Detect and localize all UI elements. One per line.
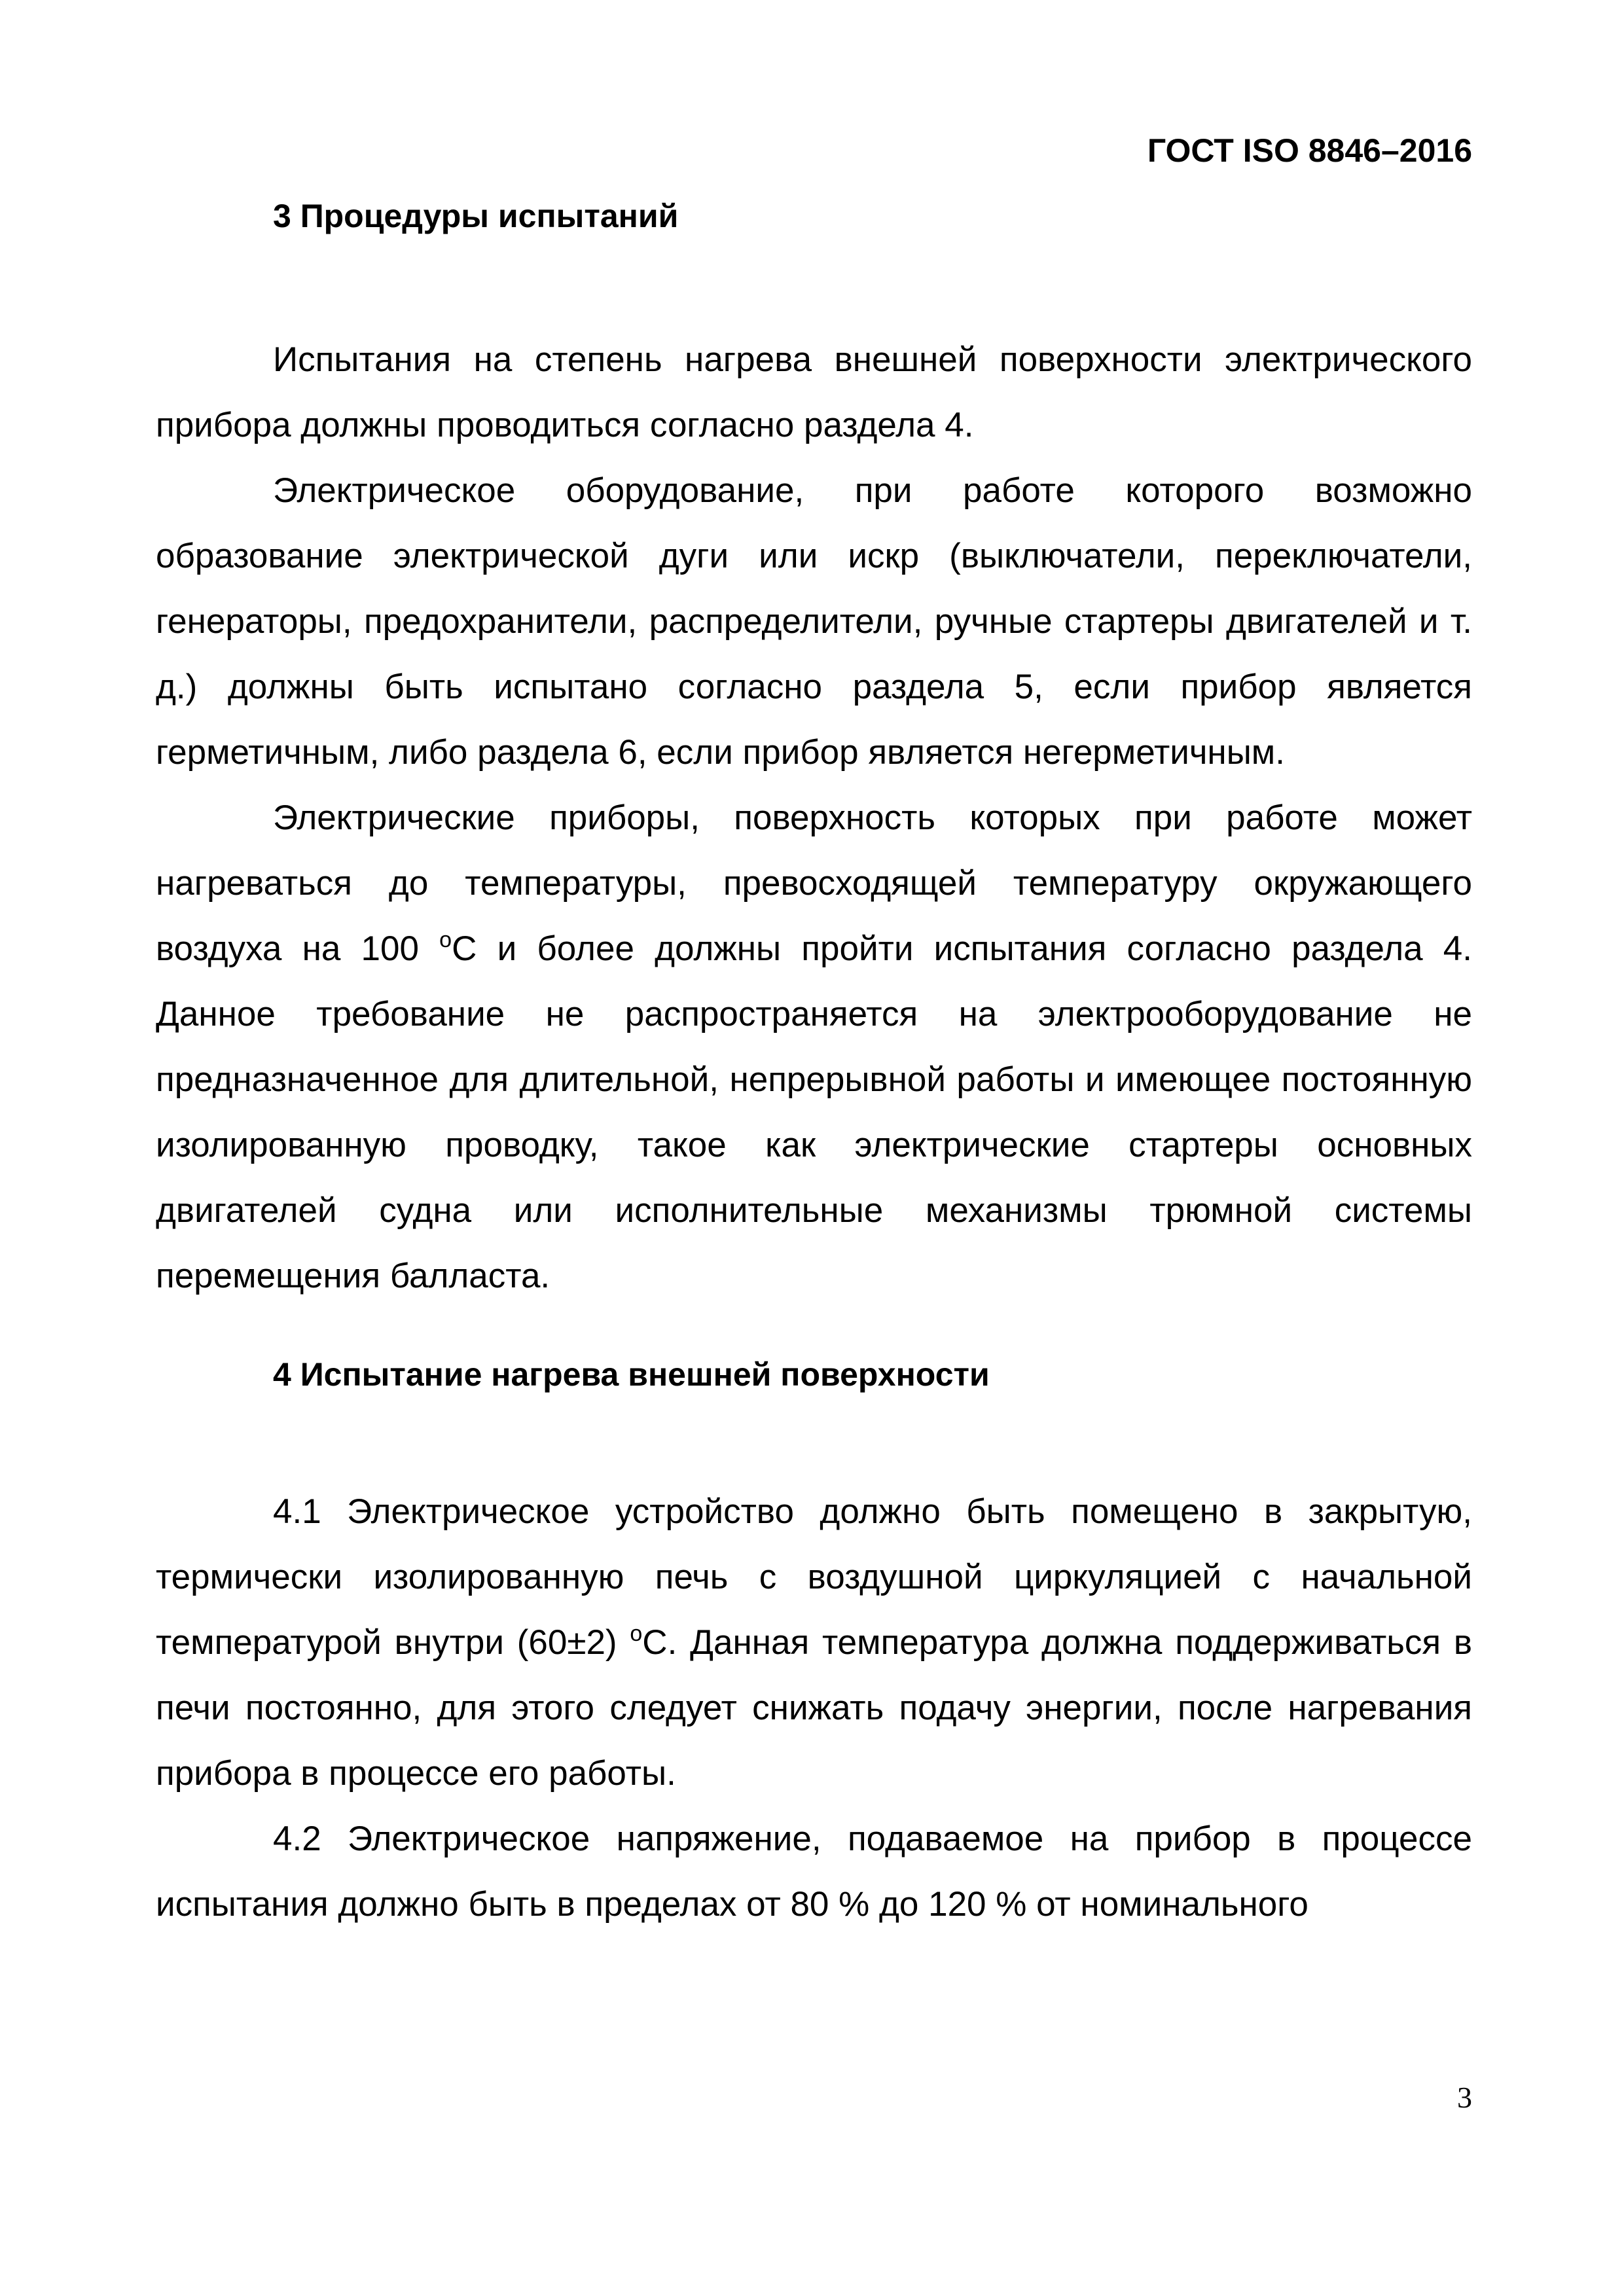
- section-3-paragraph-1: Испытания на степень нагрева внешней поверхности электрического прибора должны проводиться согласно раздела 4.: [156, 340, 1472, 444]
- section-4-heading: 4 Испытание нагрева внешней поверхности: [273, 1356, 990, 1393]
- page-number: 3: [1457, 2081, 1472, 2114]
- paragraph-text: 4.1 Электрическое устройство должно быть помещено в закрытую, термически изолированную печь с воздушной циркуляцией с начальной температурой внутри (60±2): [156, 1492, 1472, 1662]
- paragraph-text: С. Данная температура должна поддерживаться в печи постоянно, для этого следует снижать подачу энергии, после нагревания прибора в процессе его работы.: [156, 1623, 1472, 1793]
- paragraph-text: С и более должны пройти испытания согласно раздела 4. Данное требование не распространяется на электрооборудование не предназначенное для длительной, непрерывной работы и имеющее постоянную изолированную проводку, такое как электрические стартеры основных двигателей судна или исполнительные механизмы трюмной системы перемещения балласта.: [156, 929, 1473, 1295]
- page-content: [156, 196, 1472, 1937]
- degree-mark: о: [439, 927, 452, 952]
- section-3-paragraph-3: [156, 785, 1472, 1309]
- section-4-paragraph-2: 4.2 Электрическое напряжение, подаваемое на прибор в процессе испытания должно быть в пределах от 80 % до 120 % от номинального: [156, 1820, 1472, 1924]
- section-4-paragraph-1: [156, 1479, 1472, 1806]
- document-code: ГОСТ ISO 8846–2016: [1147, 132, 1472, 169]
- degree-mark: о: [630, 1621, 643, 1646]
- section-3-heading: 3 Процедуры испытаний: [273, 198, 679, 234]
- section-3-paragraph-2: Электрическое оборудование, при работе которого возможно образование электрической дуги или искр (выключатели, переключатели, генераторы, предохранители, распределители, ручные стартеры двигателей и т. д.) должны быть испытано согласно раздела 5, если прибор является герметичным, либо раздела 6, если прибор является негерметичным.: [156, 471, 1472, 772]
- paragraph-text: Электрические приборы, поверхность которых при работе может нагреваться до температуры, превосходящей температуру окружающего воздуха на 100: [156, 798, 1472, 968]
